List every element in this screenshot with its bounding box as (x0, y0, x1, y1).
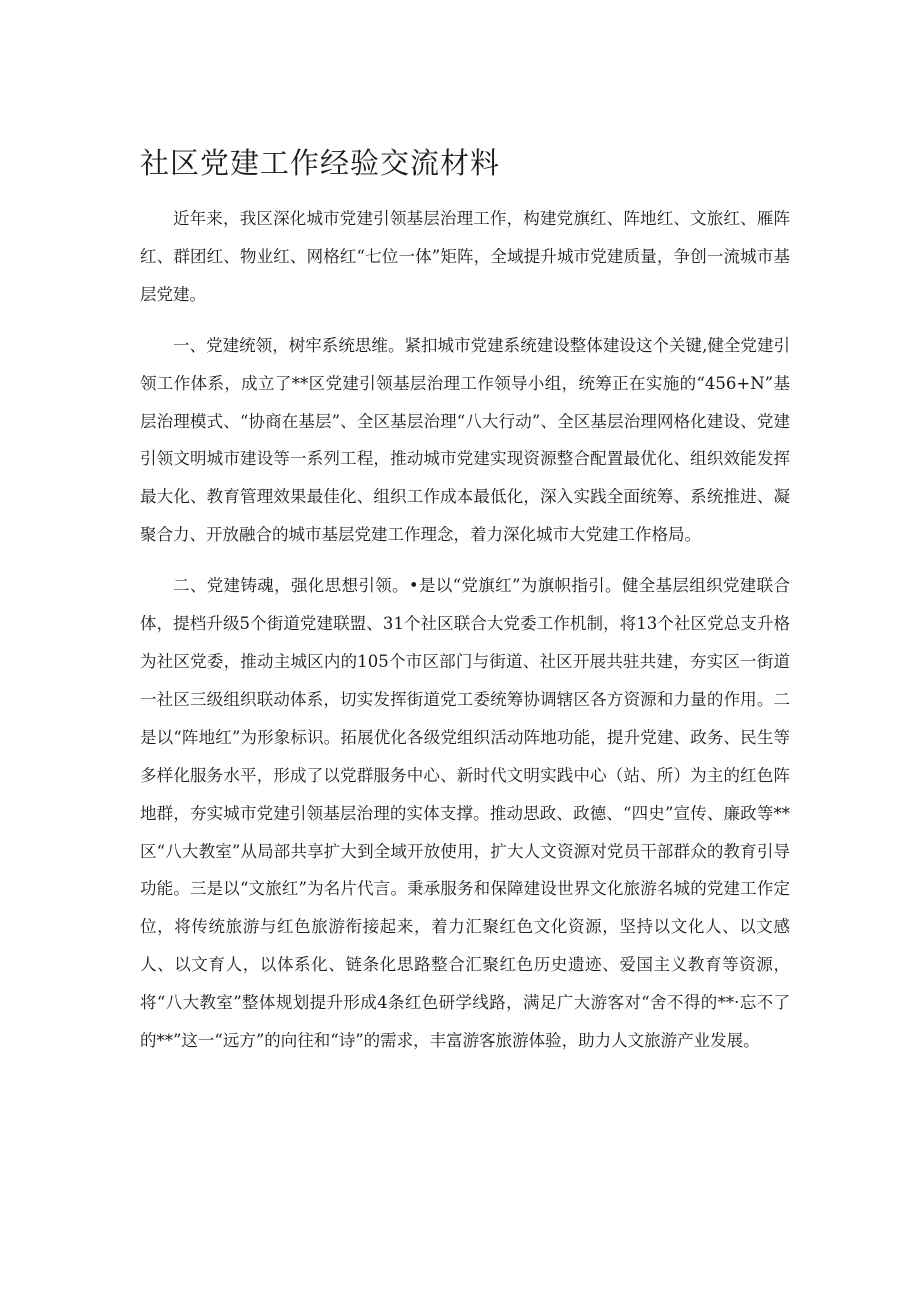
document-title: 社区党建工作经验交流材料 (140, 146, 501, 180)
paragraph-section-2: 二、党建铸魂，强化思想引领。•是以“党旗红”为旗帜指引。健全基层组织党建联合体，提档升级5个街道党建联盟、31个社区联合大党委工作机制，将13个社区党总支升格为社区党委，推动主城区内的105个市区部门与街道、社区开展共驻共建，夯实区一街道一社区三级组织联动体系，切实发挥街道党工委统筹协调辖区各方资源和力量的作用。二是以“阵地红”为形象标识。拓展优化各级党组织活动阵地功能，提升党建、政务、民生等多样化服务水平，形成了以党群服务中心、新时代文明实践中心（站、所）为主的红色阵地群，夯实城市党建引领基层治理的实体支撑。推动思政、政德、“四史”宣传、廉政等**区“八大教室”从局部共享扩大到全域开放使用，扩大人文资源对党员干部群众的教育引导功能。三是以“文旅红”为名片代言。秉承服务和保障建设世界文化旅游名城的党建工作定位，将传统旅游与红色旅游衔接起来，着力汇聚红色文化资源，坚持以文化人、以文感人、以文育人，以体系化、链条化思路整合汇聚红色历史遗迹、爱国主义教育等资源，将“八大教室”整体规划提升形成4条红色研学线路，满足广大游客对“舍不得的**·忘不了的**”这一“远方”的向往和“诗”的需求，丰富游客旅游体验，助力人文旅游产业发展。 (140, 576, 790, 1051)
paragraph-section-1: 一、党建统领，树牢系统思维。紧扣城市党建系统建设整体建设这个关键,健全党建引领工作体系，成立了**区党建引领基层治理工作领导小组，统筹正在实施的“456+N”基层治理模式、“协商在基层”、全区基层治理“八大行动”、全区基层治理网格化建设、党建引领文明城市建设等一系列工程，推动城市党建实现资源整合配置最优化、组织效能发挥最大化、教育管理效果最佳化、组织工作成本最低化，深入实践全面统筹、系统推进、凝聚合力、开放融合的城市基层党建工作理念，着力深化城市大党建工作格局。 (140, 335, 790, 545)
paragraph-intro: 近年来，我区深化城市党建引领基层治理工作，构建党旗红、阵地红、文旅红、雁阵红、群团红、物业红、网格红“七位一体”矩阵，全域提升城市党建质量，争创一流城市基层党建。 (140, 209, 790, 304)
document-body (140, 200, 790, 1073)
